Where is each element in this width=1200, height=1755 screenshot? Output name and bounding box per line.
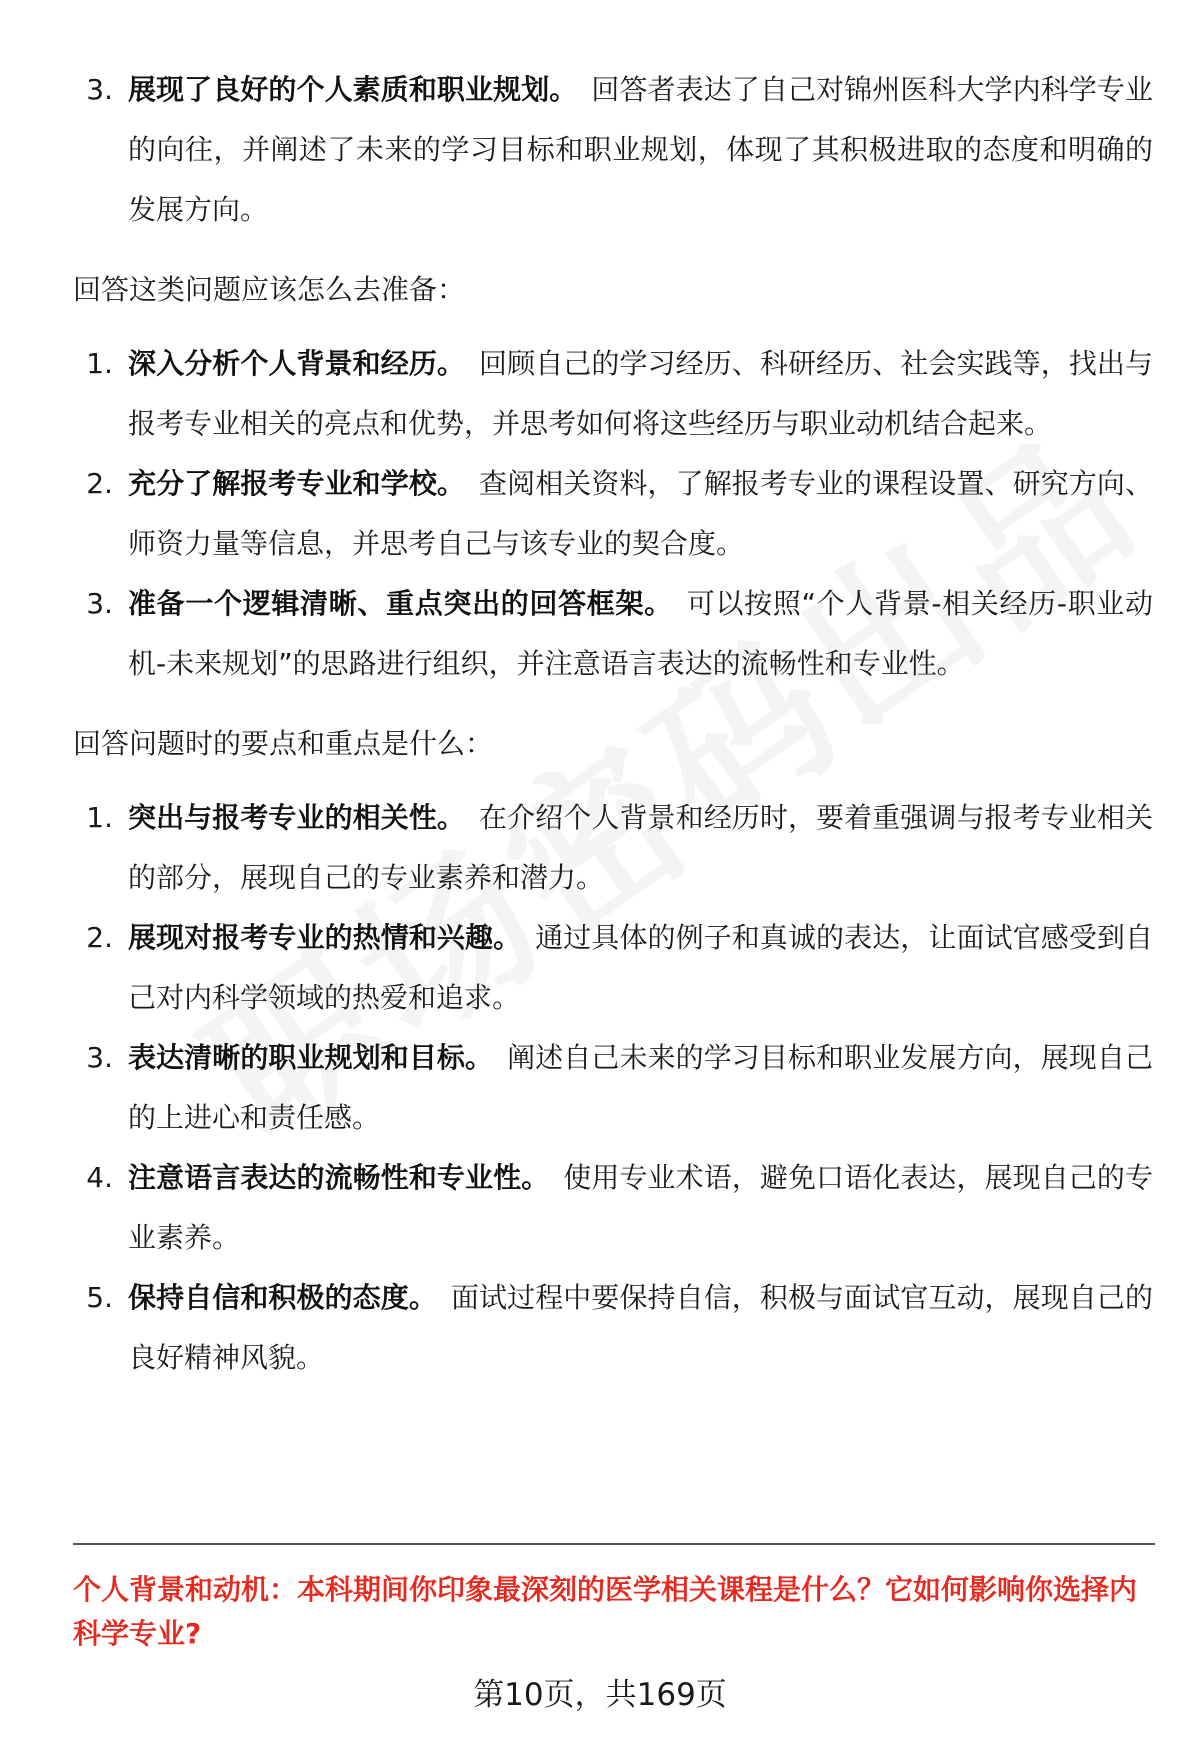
list-item-bold: 展现了良好的个人素质和职业规划。 <box>128 73 578 106</box>
list-item <box>73 334 1153 454</box>
list-item-number: 1. <box>86 347 113 380</box>
section-heading-preparation: 回答这类问题应该怎么去准备： <box>73 273 466 306</box>
list-item <box>73 60 1153 240</box>
list-item-bold: 表达清晰的职业规划和目标。 <box>128 1041 494 1074</box>
list-item-number: 3. <box>86 1041 113 1074</box>
question-heading: 个人背景和动机：本科期间你印象最深刻的医学相关课程是什么？它如何影响你选择内科学专业? <box>73 1573 1138 1650</box>
list-item-bold: 展现对报考专业的热情和兴趣。 <box>128 921 522 954</box>
list-item-number: 2. <box>86 921 113 954</box>
key-points-list <box>73 788 1153 1388</box>
list-item-body <box>128 1028 1153 1148</box>
page-number: 第10页，共169页 <box>473 1677 727 1713</box>
list-item-text: 回顾自己的学习经历、科研经历、社会实践等，找出与报考专业相关的亮点和优势，并思考如何将这些经历与职业动机结合起来。 <box>128 347 1153 440</box>
list-item-body <box>128 788 1153 908</box>
list-item-bold: 突出与报考专业的相关性。 <box>128 801 466 834</box>
list-item-number: 3. <box>86 587 113 620</box>
list-item-text: 回答者表达了自己对锦州医科大学内科学专业的向往，并阐述了未来的学习目标和职业规划，体现了其积极进取的态度和明确的发展方向。 <box>128 73 1153 226</box>
top-list <box>73 60 1153 240</box>
list-item-number: 3. <box>86 73 113 106</box>
list-item-bold: 注意语言表达的流畅性和专业性。 <box>128 1161 550 1194</box>
list-item-body <box>128 454 1153 574</box>
list-item-text: 通过具体的例子和真诚的表达，让面试官感受到自己对内科学领域的热爱和追求。 <box>128 921 1153 1014</box>
preparation-list <box>73 334 1153 694</box>
list-item-number: 1. <box>86 801 113 834</box>
list-item-body <box>128 574 1153 694</box>
list-item-body <box>128 1148 1153 1268</box>
list-item <box>73 1148 1153 1268</box>
list-item-text: 在介绍个人背景和经历时，要着重强调与报考专业相关的部分，展现自己的专业素养和潜力。 <box>128 801 1153 894</box>
list-item-text: 阐述自己未来的学习目标和职业发展方向，展现自己的上进心和责任感。 <box>128 1041 1153 1134</box>
list-item-text: 使用专业术语，避免口语化表达，展现自己的专业素养。 <box>128 1161 1153 1254</box>
section-heading-key-points: 回答问题时的要点和重点是什么： <box>73 727 494 760</box>
list-item-body <box>128 908 1153 1028</box>
list-item-body <box>128 1268 1153 1388</box>
list-item-bold: 保持自信和积极的态度。 <box>128 1281 437 1314</box>
list-item-body <box>128 60 1153 240</box>
list-item-number: 4. <box>86 1161 113 1194</box>
list-item <box>73 1028 1153 1148</box>
list-item-text: 查阅相关资料，了解报考专业的课程设置、研究方向、师资力量等信息，并思考自己与该专业的契合度。 <box>128 467 1153 560</box>
divider <box>73 1543 1155 1545</box>
list-item-bold: 深入分析个人背景和经历。 <box>128 347 466 380</box>
page-content <box>73 60 1153 1388</box>
list-item-bold: 充分了解报考专业和学校。 <box>128 467 466 500</box>
list-item-body <box>128 334 1153 454</box>
list-item <box>73 788 1153 908</box>
list-item-text: 面试过程中要保持自信，积极与面试官互动，展现自己的良好精神风貌。 <box>128 1281 1153 1374</box>
list-item <box>73 454 1153 574</box>
list-item <box>73 908 1153 1028</box>
list-item-text: 可以按照“个人背景-相关经历-职业动机-未来规划”的思路进行组织，并注意语言表达的流畅性和专业性。 <box>128 587 1153 680</box>
list-item-number: 2. <box>86 467 113 500</box>
list-item-bold: 准备一个逻辑清晰、重点突出的回答框架。 <box>128 587 673 620</box>
list-item <box>73 1268 1153 1388</box>
list-item <box>73 574 1153 694</box>
list-item-number: 5. <box>86 1281 113 1314</box>
